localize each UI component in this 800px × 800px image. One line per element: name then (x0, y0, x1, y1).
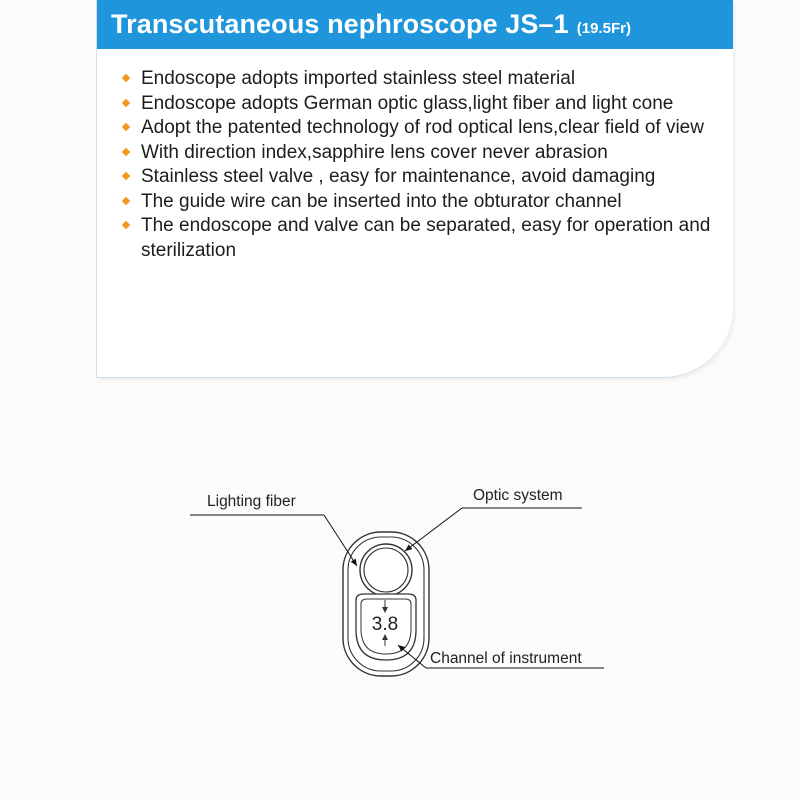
feature-text: The endoscope and valve can be separated, easy for operation and sterilization (141, 215, 711, 261)
feature-text: With direction index,sapphire lens cover never abrasion (141, 141, 608, 163)
product-size: (19.5Fr) (576, 20, 631, 37)
optic-system-leader (405, 508, 462, 551)
lighting-fiber-label: Lighting fiber (207, 493, 296, 510)
lighting-fiber-leader (324, 515, 357, 566)
channel-label: Channel of instrument (430, 650, 582, 667)
optic-system-label: Optic system (473, 487, 563, 504)
feature-text: Endoscope adopts German optic glass,light fiber and light cone (141, 92, 674, 114)
channel-dimension: 3.8 (371, 614, 399, 635)
optic-lens-inner (364, 548, 408, 592)
feature-text: The guide wire can be inserted into the obturator channel (141, 190, 622, 212)
feature-text: Stainless steel valve , easy for maintenance, avoid damaging (141, 166, 656, 187)
product-title: Transcutaneous nephroscope JS–1 (111, 9, 569, 39)
feature-text: Adopt the patented technology of rod optical lens,clear field of view (141, 117, 704, 138)
feature-text: Endoscope adopts imported stainless steel material (141, 68, 576, 89)
